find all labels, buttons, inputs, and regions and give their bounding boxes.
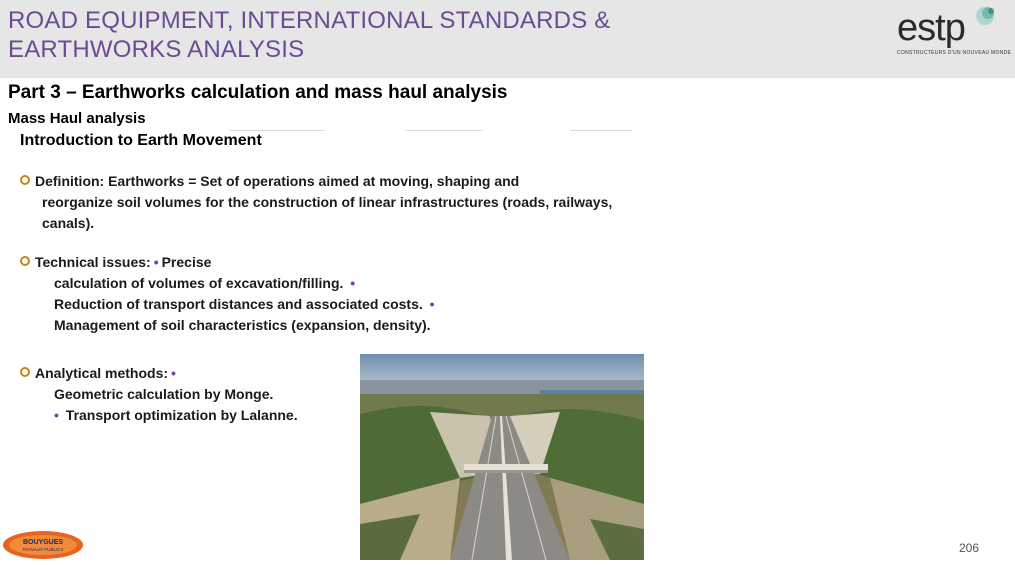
dot-separator-icon: • bbox=[429, 296, 435, 312]
circle-bullet-icon bbox=[20, 175, 30, 185]
bullet-analytical-line-text: Transport optimization by Lalanne. bbox=[65, 407, 298, 423]
bullet-analytical-head: Analytical methods: bbox=[35, 365, 169, 381]
divider bbox=[570, 130, 632, 131]
bullet-analytical-line-text: Geometric calculation by Monge. bbox=[54, 386, 274, 402]
divider bbox=[405, 130, 483, 131]
bullet-technical-line-text: calculation of volumes of excavation/filling. bbox=[54, 275, 344, 291]
bullet-definition-line: reorganize soil volumes for the construction of linear infrastructures (roads, railways, bbox=[42, 194, 613, 210]
bullet-definition-head: Definition: Earthworks = Set of operations aimed at moving, shaping and bbox=[35, 173, 520, 189]
bullet-technical-issues bbox=[20, 252, 540, 336]
bullet-analytical-methods bbox=[20, 363, 350, 426]
bouygues-logo-line-1: BOUYGUES bbox=[22, 539, 64, 546]
bullet-technical-head-tail: Precise bbox=[161, 254, 212, 270]
slide-title-line-2: EARTHWORKS ANALYSIS bbox=[8, 36, 305, 63]
slide-title-line-1: ROAD EQUIPMENT, INTERNATIONAL STANDARDS & bbox=[8, 7, 611, 34]
section-title: Mass Haul analysis bbox=[8, 110, 146, 127]
bullet-technical-line-text: Management of soil characteristics (expansion, density). bbox=[54, 317, 431, 333]
dot-separator-icon: • bbox=[171, 365, 176, 381]
subsection-title: Introduction to Earth Movement bbox=[20, 132, 262, 149]
slide-title bbox=[8, 6, 768, 64]
page-number: 206 bbox=[958, 541, 979, 555]
circle-bullet-icon bbox=[20, 256, 30, 266]
highway-cutting-photo bbox=[360, 354, 644, 560]
header-band bbox=[0, 0, 1015, 78]
bullet-technical-head: Technical issues: bbox=[35, 254, 151, 270]
circle-bullet-icon bbox=[20, 367, 30, 377]
estp-swirl-icon bbox=[969, 4, 997, 30]
bullet-analytical-line bbox=[20, 384, 350, 405]
bullet-analytical-line bbox=[20, 405, 350, 426]
bullet-definition bbox=[20, 171, 670, 234]
dot-separator-icon: • bbox=[153, 254, 159, 270]
bullet-technical-line-text: Reduction of transport distances and associated costs. bbox=[54, 296, 423, 312]
bullet-definition-line: canals). bbox=[42, 215, 95, 231]
part-title: Part 3 – Earthworks calculation and mass haul analysis bbox=[8, 82, 508, 103]
bouygues-logo bbox=[2, 530, 84, 560]
bullet-technical-line bbox=[20, 315, 540, 336]
highway-cutting-photo-icon bbox=[360, 354, 644, 560]
dot-separator-icon: • bbox=[54, 407, 59, 423]
bouygues-logo-line-2: TRAVAUX PUBLICS bbox=[22, 547, 64, 552]
bullet-technical-line bbox=[20, 294, 540, 315]
estp-logo bbox=[897, 4, 1012, 70]
bouygues-logo-icon bbox=[2, 530, 84, 560]
dot-separator-icon: • bbox=[350, 275, 356, 291]
estp-logo-tagline: CONSTRUCTEURS D'UN NOUVEAU MONDE bbox=[897, 50, 1012, 56]
bullet-technical-line bbox=[20, 273, 540, 294]
estp-logo-word: estp bbox=[897, 7, 965, 49]
